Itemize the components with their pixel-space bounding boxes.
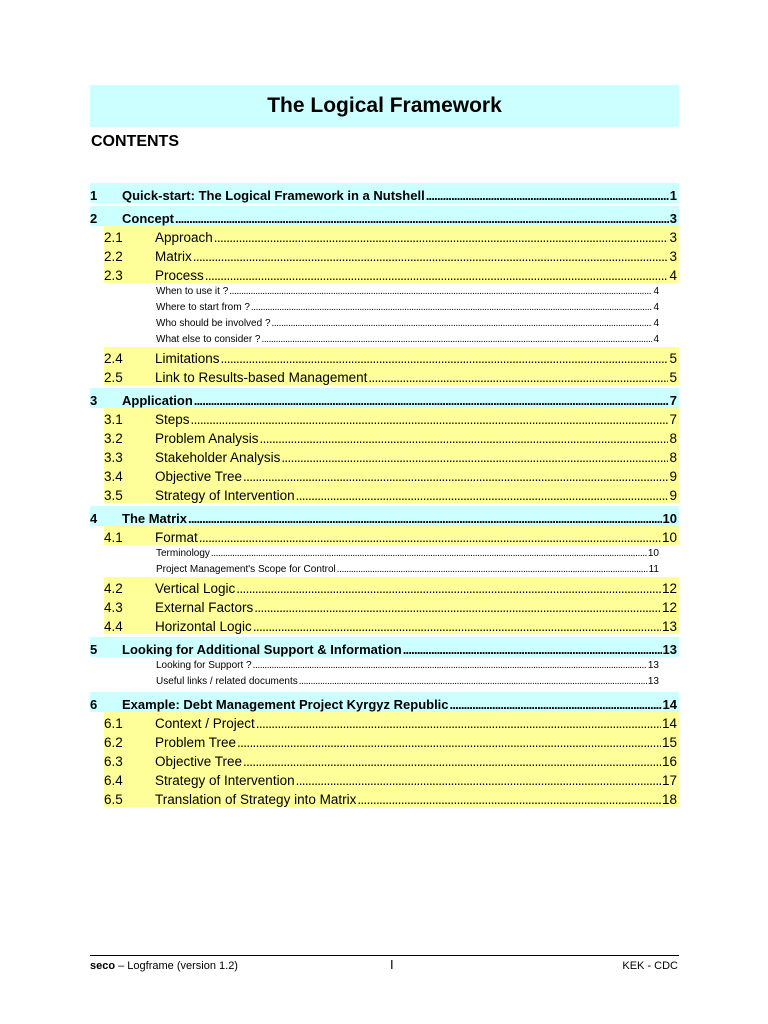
toc-entry-number: 4.3 <box>104 600 123 615</box>
toc-entry-page: 18 <box>661 792 677 807</box>
toc-entry[interactable] <box>104 712 679 731</box>
toc-entry-label: Steps <box>155 412 190 427</box>
toc-entry-label: What else to consider ? <box>156 333 261 345</box>
toc-entry-label: Problem Analysis <box>155 431 259 446</box>
toc-entry-label: Who should be involved ? <box>156 317 271 329</box>
toc-entry-number: 6 <box>90 697 98 712</box>
toc-entry-label: Vertical Logic <box>155 581 236 596</box>
toc-entry-label: The Matrix <box>122 511 188 526</box>
toc-entry-number: 2.3 <box>104 268 123 283</box>
toc-entry-label: Horizontal Logic <box>155 619 252 634</box>
toc-leader-dots <box>174 211 669 226</box>
toc-entry-page: 8 <box>669 450 677 465</box>
toc-entry-number: 6.4 <box>104 773 123 788</box>
toc-entry-page: 3 <box>669 211 677 226</box>
toc-entry-number: 2 <box>90 211 98 226</box>
toc-entry-label: When to use it ? <box>156 285 229 297</box>
toc-entry-label: Stakeholder Analysis <box>155 450 281 465</box>
toc-leader-dots <box>198 530 661 545</box>
toc-entry[interactable] <box>104 264 679 283</box>
toc-leader-dots <box>204 268 669 283</box>
toc-entry-page: 13 <box>662 642 677 657</box>
toc-entry-label: Problem Tree <box>155 735 237 750</box>
footer-right: KEK - CDC <box>622 960 678 972</box>
footer-doc-version: – Logframe (version 1.2) <box>115 960 238 972</box>
toc-entry-number: 4.2 <box>104 581 123 596</box>
toc-leader-dots <box>356 792 661 807</box>
toc-entry[interactable] <box>104 408 679 427</box>
toc-entry-label: Strategy of Intervention <box>155 488 295 503</box>
toc-entry-number: 3.4 <box>104 469 123 484</box>
toc-entry-label: External Factors <box>155 600 254 615</box>
toc-entry-label: Terminology <box>156 547 210 559</box>
toc-entry[interactable] <box>104 446 679 465</box>
footer-page-number: I <box>390 957 394 972</box>
toc-entry-number: 6.3 <box>104 754 123 769</box>
toc-entry-page: 4 <box>669 268 677 283</box>
toc-entry-page: 3 <box>669 230 677 245</box>
toc-entry-page: 1 <box>669 188 677 203</box>
toc-leader-dots <box>367 370 668 385</box>
toc-entry-label: Useful links / related documents <box>156 675 298 687</box>
toc-entry-number: 6.1 <box>104 716 123 731</box>
toc-entry-label: Looking for Support ? <box>156 659 252 671</box>
toc-entry-page: 14 <box>662 697 677 712</box>
toc-entry-number: 3.3 <box>104 450 123 465</box>
toc-entry-page: 3 <box>669 249 677 264</box>
toc-leader-dots <box>271 318 653 329</box>
toc-leader-dots <box>235 581 661 596</box>
toc-entry-label: Quick-start: The Logical Framework in a Nutshell <box>122 188 425 203</box>
toc-entry-page: 9 <box>669 469 677 484</box>
footer-left <box>90 960 238 972</box>
toc-entry[interactable] <box>104 366 679 385</box>
toc-leader-dots <box>213 230 669 245</box>
toc-entry-number: 5 <box>90 642 98 657</box>
toc-entry-label: Project Management's Scope for Control <box>156 563 336 575</box>
toc-leader-dots <box>242 469 668 484</box>
toc-entry-label: Example: Debt Management Project Kyrgyz Republic <box>122 697 449 712</box>
toc-entry-page: 9 <box>669 488 677 503</box>
toc-entry-label: Looking for Additional Support & Information <box>122 642 402 657</box>
toc-entry-page: 8 <box>669 431 677 446</box>
toc-entry-number: 6.5 <box>104 792 123 807</box>
toc-entry-page: 13 <box>647 659 659 671</box>
toc-leader-dots <box>192 249 669 264</box>
table-of-contents <box>90 180 679 807</box>
toc-entry-label: Strategy of Intervention <box>155 773 295 788</box>
toc-leader-dots <box>250 302 653 313</box>
toc-leader-dots <box>425 188 669 203</box>
toc-entry-label: Approach <box>155 230 213 245</box>
toc-entry-label: Link to Results-based Management <box>155 370 368 385</box>
toc-entry-page: 13 <box>647 675 659 687</box>
toc-entry-label: Matrix <box>155 249 192 264</box>
toc-entry-number: 3.2 <box>104 431 123 446</box>
toc-entry-number: 3.1 <box>104 412 123 427</box>
toc-entry-number: 2.2 <box>104 249 123 264</box>
toc-entry[interactable] <box>104 769 679 788</box>
toc-leader-dots <box>298 676 647 687</box>
toc-entry-page: 5 <box>669 370 677 385</box>
toc-entry-page: 4 <box>653 285 659 297</box>
toc-leader-dots <box>295 488 669 503</box>
toc-entry-label: Objective Tree <box>155 754 243 769</box>
toc-leader-dots <box>280 450 668 465</box>
toc-entry-label: Where to start from ? <box>156 301 250 313</box>
toc-entry[interactable] <box>104 615 679 634</box>
toc-entry-number: 6.2 <box>104 735 123 750</box>
toc-entry-page: 16 <box>661 754 677 769</box>
toc-entry-page: 14 <box>661 716 677 731</box>
toc-entry-number: 2.1 <box>104 230 123 245</box>
toc-entry[interactable] <box>104 347 679 366</box>
toc-leader-dots <box>402 642 662 657</box>
toc-leader-dots <box>187 511 662 526</box>
toc-entry[interactable] <box>90 388 679 408</box>
toc-entry-label: Context / Project <box>155 716 255 731</box>
contents-heading: CONTENTS <box>91 133 179 150</box>
toc-entry[interactable] <box>156 561 679 577</box>
toc-entry-page: 11 <box>648 563 659 575</box>
toc-entry-number: 2.4 <box>104 351 123 366</box>
toc-entry-number: 1 <box>90 188 98 203</box>
toc-entry[interactable] <box>104 577 679 596</box>
toc-leader-dots <box>253 600 661 615</box>
toc-entry-page: 7 <box>669 412 677 427</box>
toc-entry[interactable] <box>156 673 679 689</box>
toc-entry-number: 4 <box>90 511 98 526</box>
toc-leader-dots <box>295 773 661 788</box>
toc-entry[interactable] <box>104 465 679 484</box>
toc-entry-page: 4 <box>653 317 659 329</box>
toc-entry-label: Application <box>122 393 193 408</box>
toc-leader-dots <box>449 697 662 712</box>
toc-entry[interactable] <box>156 283 679 299</box>
toc-entry-page: 17 <box>661 773 677 788</box>
toc-leader-dots <box>242 754 661 769</box>
toc-entry-label: Objective Tree <box>155 469 243 484</box>
toc-entry-page: 4 <box>653 301 659 313</box>
toc-leader-dots <box>336 564 648 575</box>
toc-entry-number: 3 <box>90 393 98 408</box>
toc-leader-dots <box>190 412 669 427</box>
toc-entry-label: Format <box>155 530 198 545</box>
document-title: The Logical Framework <box>267 94 502 117</box>
toc-entry-number: 4.1 <box>104 530 123 545</box>
toc-entry[interactable] <box>104 484 679 503</box>
toc-entry[interactable] <box>104 245 679 264</box>
toc-entry[interactable] <box>90 506 679 526</box>
toc-entry-label: Translation of Strategy into Matrix <box>155 792 357 807</box>
toc-entry-page: 10 <box>647 547 659 559</box>
toc-entry-label: Process <box>155 268 204 283</box>
toc-entry[interactable] <box>156 315 679 331</box>
toc-entry-page: 15 <box>661 735 677 750</box>
toc-entry-label: Concept <box>122 211 174 226</box>
toc-entry[interactable] <box>104 731 679 750</box>
toc-leader-dots <box>259 431 669 446</box>
toc-entry[interactable] <box>156 299 679 315</box>
toc-entry-page: 12 <box>661 581 677 596</box>
toc-entry-page: 4 <box>653 333 659 345</box>
toc-entry-page: 10 <box>661 530 677 545</box>
toc-leader-dots <box>228 286 652 297</box>
toc-entry[interactable] <box>104 226 679 245</box>
title-band <box>90 85 679 127</box>
toc-entry[interactable] <box>104 526 679 545</box>
footer-divider <box>90 955 679 956</box>
toc-entry[interactable] <box>90 692 679 712</box>
toc-leader-dots <box>261 334 653 345</box>
toc-entry[interactable] <box>104 596 679 615</box>
toc-entry-page: 7 <box>669 393 677 408</box>
toc-entry-number: 4.4 <box>104 619 123 634</box>
toc-leader-dots <box>210 548 647 559</box>
toc-entry-label: Limitations <box>155 351 220 366</box>
toc-leader-dots <box>220 351 669 366</box>
toc-entry[interactable] <box>90 206 679 226</box>
toc-entry-number: 3.5 <box>104 488 123 503</box>
toc-leader-dots <box>255 716 661 731</box>
toc-entry-page: 12 <box>661 600 677 615</box>
toc-entry-number: 2.5 <box>104 370 123 385</box>
toc-entry-page: 13 <box>661 619 677 634</box>
toc-entry[interactable] <box>156 331 679 347</box>
toc-entry[interactable] <box>156 545 679 561</box>
footer-brand: seco <box>90 960 116 972</box>
toc-entry[interactable] <box>104 750 679 769</box>
toc-entry[interactable] <box>90 637 679 657</box>
toc-entry[interactable] <box>104 427 679 446</box>
toc-entry[interactable] <box>156 657 679 673</box>
toc-leader-dots <box>236 735 661 750</box>
toc-leader-dots <box>193 393 669 408</box>
toc-leader-dots <box>252 619 661 634</box>
toc-leader-dots <box>252 660 647 671</box>
toc-entry-page: 10 <box>662 511 677 526</box>
toc-entry-page: 5 <box>669 351 677 366</box>
toc-entry[interactable] <box>90 183 679 203</box>
toc-entry[interactable] <box>104 788 679 807</box>
